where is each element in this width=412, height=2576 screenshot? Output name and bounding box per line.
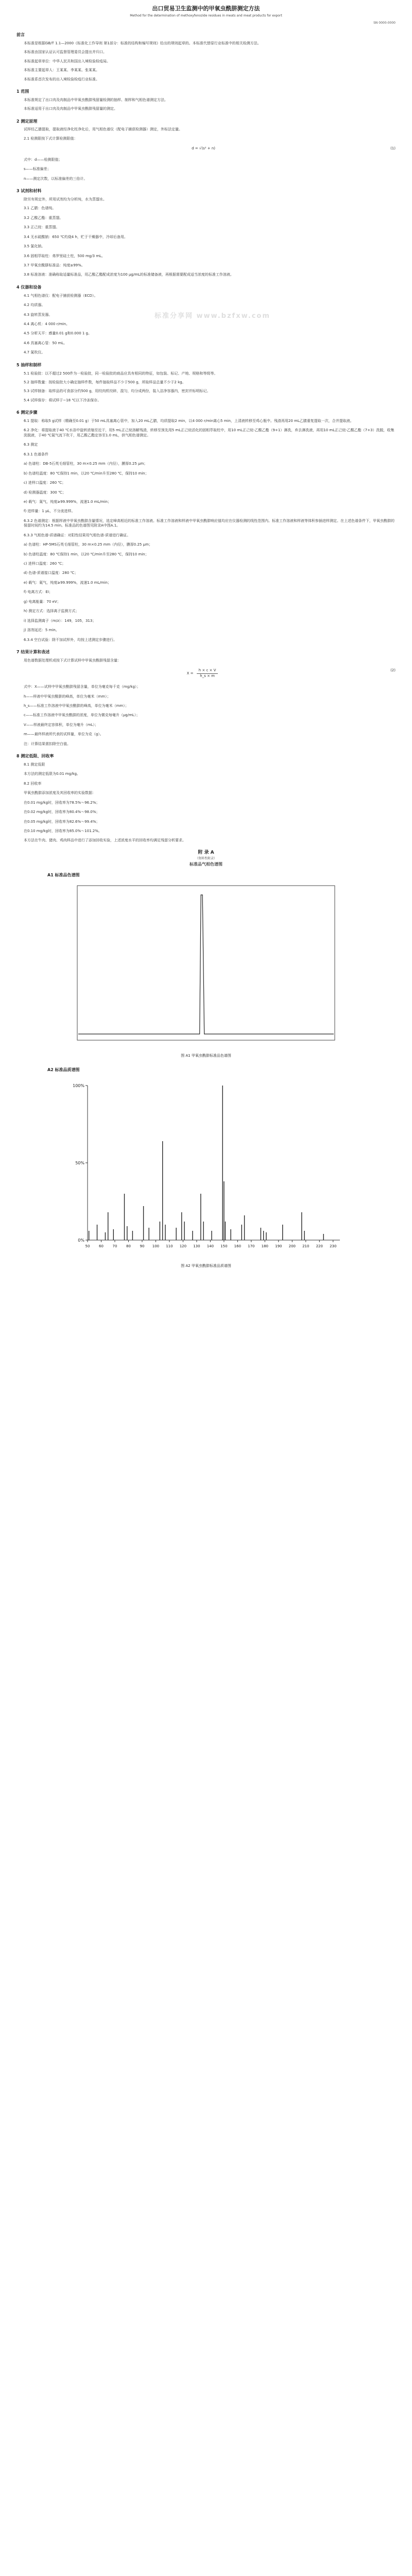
apparatus-item-4: 4.5 分析天平：感量0.01 g和0.000 1 g。	[24, 331, 92, 336]
apparatus-item-2: 4.3 旋转蒸发器。	[24, 312, 53, 317]
chromatogram-svg	[72, 880, 340, 1050]
formula-1: d = √(s² + n) (1)	[192, 146, 396, 151]
apparatus-item-1: 4.2 均质器。	[24, 303, 45, 308]
apparatus-list	[16, 294, 396, 355]
principle-heading: 2 测定原理	[16, 118, 38, 124]
principle-paragraph-1: 2.1 检测限按下式计算检测限值：	[24, 136, 78, 141]
procedure-item-3: 6.3.1 色谱条件	[24, 452, 49, 456]
procedure-item-12: a) 色谱柱：HP-5MS石英毛细管柱，30 m×0.25 mm（内径），膜厚0.25 μm；	[24, 543, 152, 547]
formula-2: X = $\frac{h \times c \times V}{h\_s \times m}$ (2)	[186, 668, 396, 678]
apparatus-item-3: 4.4 离心机：4 000 r/min。	[24, 321, 70, 326]
sampling-paragraph-2: 5.3 试样制备：取样品的可食部分约500 g，用绞肉机绞碎，混匀，均分成两份，装入洁净容器内，密封并标明标记。	[24, 389, 211, 394]
formula-1-lhs: d	[192, 146, 194, 151]
procedure-list	[16, 419, 396, 642]
preface-paragraph-2: 本标准起草单位：中华人民共和国出入境检验检疫局。	[24, 59, 110, 63]
limit-item-3: 甲氧虫酰肼添加浓度及其回收率的实验数据：	[24, 791, 96, 795]
ms-x-tick-label: 200	[288, 1244, 296, 1248]
formula-2-legend-line-6: 注：计算结果需扣除空白值。	[24, 741, 71, 746]
figure-a2-caption: 图 A2 甲氧虫酰肼标准品质谱图	[181, 1263, 231, 1268]
ms-x-tick-label: 50	[85, 1244, 90, 1248]
ms-y-tick-label: 50%	[75, 1160, 84, 1165]
formula-2-number: (2)	[390, 668, 396, 673]
figure-a2-label: A2 标准品质谱图	[47, 1067, 80, 1073]
ms-x-tick-label: 210	[302, 1244, 310, 1248]
ms-x-tick-label: 70	[112, 1244, 117, 1248]
limit-item-1: 本方法的测定低限为0.01 mg/kg。	[24, 772, 80, 776]
sampling-paragraph-0: 5.1 检验批：以不超过2 500件为一检验批，同一检验批的商品应具有相同的特征，如包装、标记、产地、规格和等级等。	[24, 371, 218, 376]
apparatus-item-5: 4.6 具塞离心管：50 mL。	[24, 341, 67, 345]
preface-paragraph-4: 本标准系首次发布的出入境检验检疫行业标准。	[24, 77, 99, 81]
scope-heading: 1 范围	[16, 89, 29, 94]
procedure-item-0: 6.1 提取：称取5 g试样（精确至0.01 g）于50 mL具塞离心管中，加入20 mL乙腈，均质提取2 min，以4 000 r/min离心5 min，上清液转移至鸡心瓶中。残渣再用20 mL乙腈重复提取一次，合并提取液。	[24, 419, 354, 423]
annex-name: 标准品气相色谱图	[190, 862, 222, 867]
formula-1-legend	[16, 158, 396, 181]
chromatogram-trace	[78, 895, 334, 1034]
formula-1-legend-line-0: 式中：d——检测限值；	[24, 157, 62, 162]
limit-item-7: 在0.10 mg/kg时，回收率为85.0%～101.2%。	[24, 829, 102, 834]
procedure-item-2: 6.3 测定	[24, 443, 38, 447]
reagent-item-5: 3.6 固相萃取柱：弗罗里硅土柱，500 mg/3 mL。	[24, 253, 105, 258]
procedure-item-1: 6.2 净化：将提取液于40 ℃水浴中旋转浓缩至近干，用5 mL正己烷溶解残渣，转移至预先用5 mL正己烷活化的固相萃取柱中，用10 mL正己烷-乙酸乙酯（9+1）淋洗，弃去淋洗液，再用10 mL正己烷-乙酸乙酯（7+3）洗脱，收集洗脱液，于40 ℃氮气流下吹干，用乙酸乙酯定容至1.0 mL，供气相色谱测定。	[24, 428, 394, 437]
ms-x-tick-label: 160	[234, 1244, 242, 1248]
scope-paragraph-0: 本标准规定了出口肉及肉制品中甲氧虫酰肼残留量检测的抽样、制样和气相色谱测定方法。	[24, 97, 168, 102]
procedure-item-16: e) 载气：氦气，纯度≥99.999%，流速1.0 mL/min；	[24, 580, 111, 585]
ms-x-tick-label: 190	[275, 1244, 282, 1248]
procedure-item-15: d) 色谱-质谱接口温度：280 ℃；	[24, 571, 78, 575]
scope-paragraph-1: 本标准适用于出口肉及肉制品中甲氧虫酰肼残留量的测定。	[24, 107, 117, 111]
ms-y-tick-label: 100%	[73, 1083, 84, 1088]
reagent-item-0: 3.1 乙腈：色谱纯。	[24, 206, 56, 211]
formula-1-rhs: √(s² + n)	[199, 146, 215, 151]
procedure-heading: 6 测定步骤	[16, 410, 38, 415]
apparatus-item-0: 4.1 气相色谱仪：配电子捕获检测器（ECD）。	[24, 293, 98, 298]
ms-y-tick-label: 0%	[78, 1238, 84, 1243]
procedure-item-17: f) 电离方式：EI；	[24, 590, 53, 595]
limit-item-5: 在0.02 mg/kg时，回收率为80.4%～98.0%；	[24, 810, 100, 815]
sampling-list	[16, 371, 396, 403]
reagents-intro: 除另有规定外，所用试剂均为分析纯，水为蒸馏水。	[24, 197, 107, 201]
procedure-item-20: i) 选择监测离子（m/z）：149，105，313；	[24, 618, 96, 623]
formula-1-legend-line-2: n——测定次数，以标准偏差的三倍计。	[24, 176, 88, 181]
formula-2-legend-line-2: h_s——标准工作溶液中甲氧虫酰肼的峰高，单位为毫米（mm）；	[24, 703, 129, 708]
ms-x-tick-label: 170	[248, 1244, 255, 1248]
ms-x-tick-label: 90	[140, 1244, 145, 1248]
annex-type: （资料性附录）	[195, 857, 217, 861]
procedure-item-13: b) 色谱柱温度：80 ℃保持1 min，以20 ℃/min升至280 ℃，保持10 min；	[24, 552, 149, 556]
ms-x-tick-label: 80	[126, 1244, 131, 1248]
procedure-item-21: j) 溶剂延迟：5 min。	[24, 628, 59, 633]
figure-a1-label: A1 标准品色谱图	[47, 872, 80, 877]
preface-heading: 前言	[16, 32, 25, 38]
limit-item-8: 本方法在牛肉、猪肉、鸡肉样品中进行了添加回收实验，上述浓度水平的回收率均满足残留分析要求。	[24, 838, 186, 843]
formula-2-lhs: X	[186, 671, 190, 676]
formula-2-legend-line-4: V——样液最终定容体积，单位为毫升（mL）；	[24, 722, 99, 727]
annex-title: 附 录 A	[198, 850, 214, 855]
scope-body	[16, 98, 396, 112]
limit-item-2: 8.2 回收率	[24, 781, 42, 786]
procedure-item-6: c) 进样口温度：260 ℃；	[24, 481, 66, 485]
reagents-heading: 3 试剂和材料	[16, 189, 42, 194]
preface-body	[16, 41, 396, 82]
ms-x-tick-label: 150	[220, 1244, 228, 1248]
calculation-heading: 7 结果计算和表述	[16, 649, 50, 654]
reagents-list	[16, 206, 396, 278]
ms-x-tick-label: 220	[316, 1244, 323, 1248]
ms-x-tick-label: 130	[193, 1244, 200, 1248]
procedure-item-19: h) 测定方式：选择离子监测方式；	[24, 609, 79, 614]
calculation-intro: 用色谱数据处理机或按下式计算试样中甲氧虫酰肼残留含量：	[24, 658, 121, 663]
reagent-item-3: 3.4 无水硫酸钠：650 ℃灼烧4 h，贮于干燥器中，冷却后备用。	[24, 234, 128, 239]
formula-1-legend-line-1: s——标准偏差；	[24, 167, 51, 172]
formula-2-legend-line-0: 式中：X——试样中甲氧虫酰肼残留含量，单位为毫克每千克（mg/kg）；	[24, 685, 141, 689]
limit-item-4: 在0.01 mg/kg时，回收率为78.5%～96.2%；	[24, 800, 100, 805]
ms-x-tick-label: 60	[99, 1244, 104, 1248]
sampling-heading: 5 抽样和制样	[16, 362, 42, 367]
formula-2-legend-line-3: c——标准工作溶液中甲氧虫酰肼的浓度，单位为微克每毫升（μg/mL）；	[24, 713, 140, 718]
standard-number: SN 0000-0000	[373, 21, 396, 25]
apparatus-item-6: 4.7 氮吹仪。	[24, 350, 45, 355]
formula-2-legend-line-1: h——样液中甲氧虫酰肼的峰高，单位为毫米（mm）；	[24, 694, 111, 699]
reagent-item-6: 3.7 甲氧虫酰肼标准品：纯度≥99%。	[24, 263, 85, 267]
procedure-item-5: b) 色谱柱温度：80 ℃保持1 min，以20 ℃/min升至280 ℃，保持10 min；	[24, 471, 149, 476]
formula-1-number: (1)	[390, 146, 396, 151]
watermark: 标准分享网 www.bzfxw.com	[154, 312, 270, 320]
limit-item-0: 8.1 测定低限	[24, 762, 45, 767]
apparatus-heading: 4 仪器和设备	[16, 284, 42, 290]
preface-paragraph-1: 本标准由国家认证认可监督管理委员会提出并归口。	[24, 50, 107, 55]
chromatogram-frame	[77, 886, 335, 1040]
sampling-paragraph-3: 5.4 试样保存：将试样于−18 ℃以下冷冻保存。	[24, 398, 101, 402]
limit-body	[16, 762, 396, 843]
procedure-item-7: d) 检测器温度：300 ℃；	[24, 490, 66, 495]
chromatogram-chart	[72, 880, 340, 1050]
procedure-item-11: 6.3.3 气相色谱-质谱确证：对阳性结果用气相色谱-质谱进行确证。	[24, 533, 131, 537]
ms-x-tick-label: 110	[166, 1244, 173, 1248]
formula-2-legend-line-5: m——最终样液所代表的试样量，单位为克（g）。	[24, 732, 104, 737]
ms-x-tick-label: 100	[152, 1244, 160, 1248]
preface-paragraph-0: 本标准是根据GB/T 1.1—2000《标准化工作导则 第1部分：标准的结构和编写规则》给出的规则起草的。本标准代替原行业标准中的相关检测方法。	[24, 41, 261, 45]
preface-paragraph-3: 本标准主要起草人：王某某、李某某、张某某。	[24, 68, 99, 73]
procedure-item-8: e) 载气：氮气，纯度≥99.999%，流速1.0 mL/min；	[24, 499, 111, 504]
figure-a1-caption: 图 A1 甲氧虫酰肼标准品色谱图	[181, 1053, 231, 1058]
ms-x-tick-label: 180	[261, 1244, 269, 1248]
formula-2-fraction	[197, 668, 218, 679]
procedure-item-18: g) 电离能量：70 eV；	[24, 599, 61, 604]
ms-x-tick-label: 120	[179, 1244, 187, 1248]
reagent-item-7: 3.8 标准溶液：准确称取适量标准品，用乙酸乙酯配成浓度为100 μg/mL的标准储备液，再根据需要配成适当浓度的标准工作溶液。	[24, 273, 234, 277]
principle-body	[16, 127, 396, 141]
formula-2-numerator: h × c × V	[197, 668, 218, 673]
procedure-item-10: 6.3.2 色谱测定：根据样液中甲氧虫酰肼含量情况，选定峰高相近的标准工作溶液。标准工作溶液和样液中甲氧虫酰肼响应值均应在仪器检测的线性范围内。标准工作溶液和样液等体积参插进样测定。在上述色谱条件下，甲氧虫酰肼的保留时间约为14.5 min。标准品的色谱图见附录A中图A.1。	[24, 518, 395, 528]
document-subtitle: Method for the determination of methoxyfenozide residues in meats and meat products for export	[130, 13, 282, 18]
sampling-paragraph-1: 5.2 抽样数量：按检验批大小确定抽样件数，每件抽取样品不少于500 g，所取样品总量不少于2 kg。	[24, 380, 186, 384]
procedure-item-4: a) 色谱柱：DB-5石英毛细管柱，30 m×0.25 mm（内径），膜厚0.25 μm；	[24, 462, 148, 466]
document-title: 出口贸易卫生监测中的甲氧虫酰肼测定方法	[152, 5, 260, 12]
ms-x-tick-label: 230	[330, 1244, 337, 1248]
formula-2-denominator: h_s × m	[200, 673, 215, 678]
mass-spectrum-svg	[62, 1075, 350, 1261]
reagent-item-2: 3.3 正己烷：重蒸馏。	[24, 225, 60, 230]
reagent-item-4: 3.5 氯化钠。	[24, 244, 45, 249]
limit-item-6: 在0.05 mg/kg时，回收率为82.6%～99.4%；	[24, 819, 100, 824]
formula-2-legend	[16, 685, 396, 747]
reagent-item-1: 3.2 乙酸乙酯：重蒸馏。	[24, 215, 63, 220]
procedure-item-9: f) 进样量：1 μL，不分流进样。	[24, 509, 75, 514]
limit-heading: 8 测定低限、回收率	[16, 754, 54, 759]
procedure-item-22: 6.3.4 空白试验：除不加试样外，均按上述测定步骤进行。	[24, 637, 117, 642]
procedure-item-14: c) 进样口温度：260 ℃；	[24, 562, 66, 566]
ms-x-tick-label: 140	[207, 1244, 214, 1248]
principle-paragraph-0: 试样经乙腈提取，提取液经净化柱净化后，用气相色谱仪（配电子捕获检测器）测定，外标法定量。	[24, 127, 182, 132]
mass-spectrum-chart	[62, 1075, 350, 1261]
